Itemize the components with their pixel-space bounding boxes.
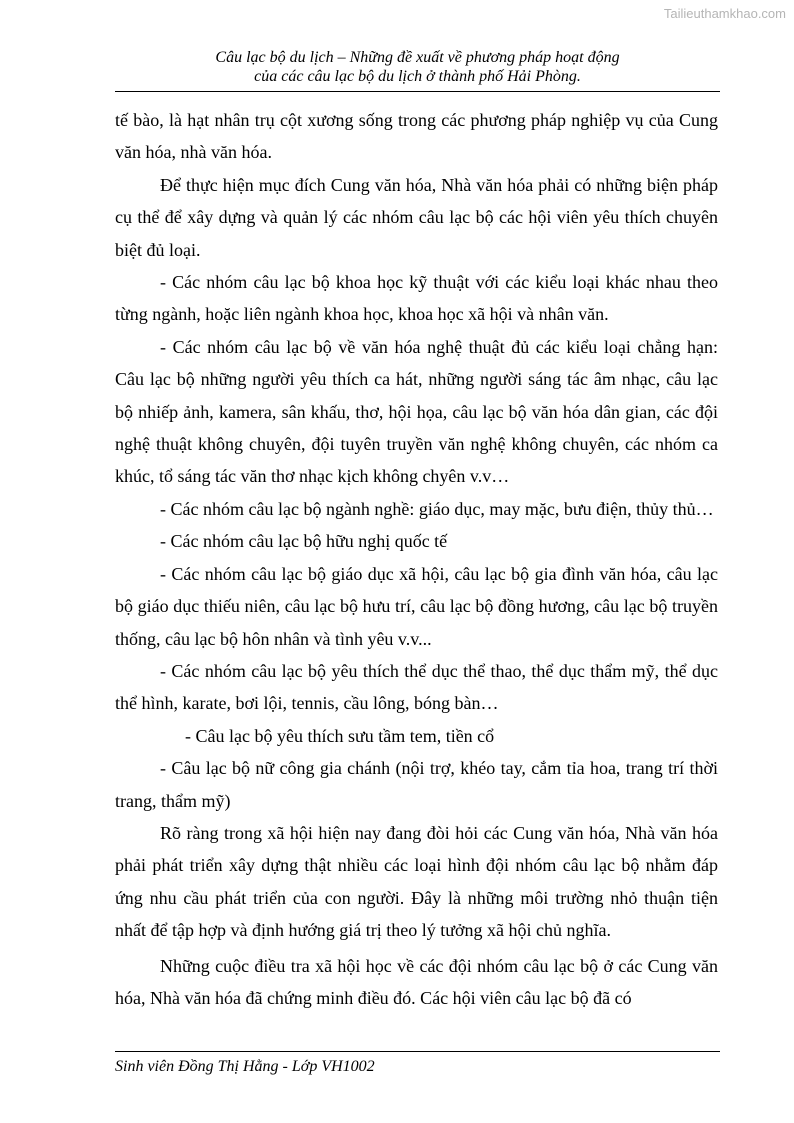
header-line-1: Câu lạc bộ du lịch – Những đề xuất về phương pháp hoạt động bbox=[215, 49, 620, 66]
list-item: - Câu lạc bộ yêu thích sưu tầm tem, tiền cổ bbox=[185, 725, 495, 746]
paragraph: Những cuộc điều tra xã hội học về các đội nhóm câu lạc bộ ở các Cung văn hóa, Nhà văn hóa đã chứng minh điều đó. Các hội viên câu lạc bộ đã có bbox=[115, 955, 718, 1008]
header-divider bbox=[115, 91, 720, 92]
list-item: - Các nhóm câu lạc bộ yêu thích thể dục thể thao, thể dục thẩm mỹ, thể dục thể hình, karate, bơi lội, tennis, cầu lông, bóng bàn… bbox=[115, 660, 718, 714]
footer-author: Sinh viên Đồng Thị Hằng - Lớp VH1002 bbox=[115, 1058, 375, 1075]
list-item: - Các nhóm câu lạc bộ hữu nghị quốc tế bbox=[160, 531, 448, 552]
list-item: - Các nhóm câu lạc bộ ngành nghề: giáo dục, may mặc, bưu điện, thủy thủ… bbox=[160, 498, 714, 519]
list-item: - Các nhóm câu lạc bộ giáo dục xã hội, câu lạc bộ gia đình văn hóa, câu lạc bộ giáo dục thiếu niên, câu lạc bộ hưu trí, câu lạc bộ đồng hương, câu lạc bộ truyền thống, câu lạc bộ hôn nhân và tình yêu v.v... bbox=[115, 563, 718, 649]
list-item: - Các nhóm câu lạc bộ về văn hóa nghệ thuật đủ các kiểu loại chẳng hạn: Câu lạc bộ những người yêu thích ca hát, những người sáng tác âm nhạc, câu lạc bộ nhiếp ảnh, kamera, sân khấu, thơ, hội họa, câu lạc bộ văn hóa dân gian, các đội nghệ thuật không chuyên, đội tuyên truyền văn nghệ không chuyên, các nhóm ca khúc, tổ sáng tác văn thơ nhạc kịch không chyên v.v… bbox=[115, 336, 718, 487]
header-line-2: của các câu lạc bộ du lịch ở thành phố Hải Phòng. bbox=[254, 68, 581, 85]
paragraph: Rõ ràng trong xã hội hiện nay đang đòi hỏi các Cung văn hóa, Nhà văn hóa phải phát triển xây dựng thật nhiều các loại hình đội nhóm câu lạc bộ nhằm đáp ứng nhu cầu phát triển của con người. Đây là những môi trường nhỏ thuận tiện nhất để tập hợp và định hướng giá trị theo lý tưởng xã hội chủ nghĩa. bbox=[115, 822, 718, 941]
paragraph: tế bào, là hạt nhân trụ cột xương sống trong các phương pháp nghiệp vụ của Cung văn hóa, nhà văn hóa. bbox=[115, 110, 718, 163]
list-item: - Câu lạc bộ nữ công gia chánh (nội trợ, khéo tay, cắm tỉa hoa, trang trí thời trang, thẩm mỹ) bbox=[115, 758, 718, 811]
watermark: Tailieuthamkhao.com bbox=[663, 6, 786, 21]
footer-divider bbox=[115, 1051, 720, 1052]
body-text bbox=[115, 104, 718, 1014]
running-header bbox=[115, 48, 720, 86]
paragraph: Để thực hiện mục đích Cung văn hóa, Nhà văn hóa phải có những biện pháp cụ thể để xây dựng và quản lý các nhóm câu lạc bộ các hội viên yêu thích chuyên biệt đủ loại. bbox=[115, 174, 718, 260]
list-item: - Các nhóm câu lạc bộ khoa học kỹ thuật với các kiểu loại khác nhau theo từng ngành, hoặc liên ngành khoa học, khoa học xã hội và nhân văn. bbox=[115, 272, 718, 325]
